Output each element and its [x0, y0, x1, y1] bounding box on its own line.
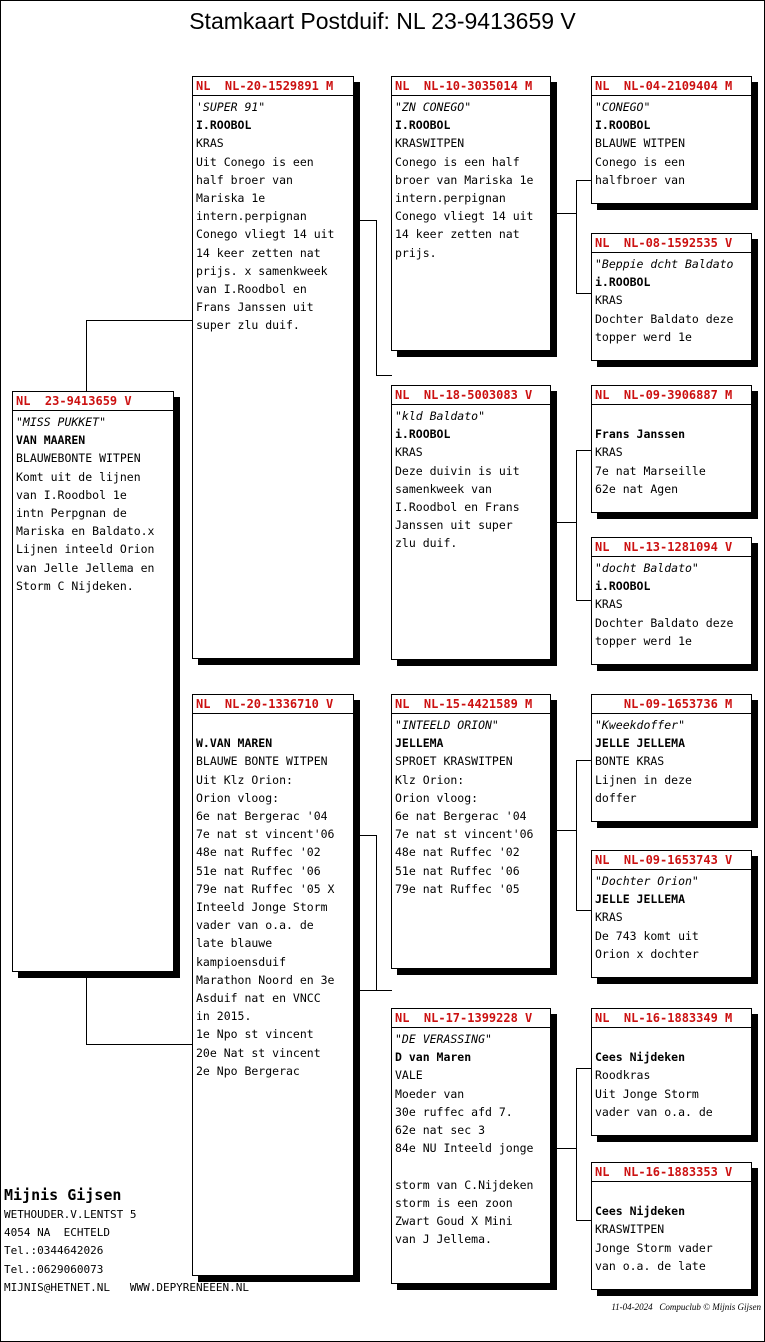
connector-line: [557, 1148, 577, 1149]
card-text-line: JELLE JELLEMA: [595, 736, 686, 751]
card-text-line: KRASWITPEN: [595, 1222, 665, 1237]
card-body: [196, 98, 351, 335]
connector-line: [376, 835, 377, 990]
connector-line: [86, 320, 193, 321]
card-body: [395, 1030, 548, 1248]
owner-city: 4054 NA ECHTELD: [4, 1226, 110, 1240]
card-text-line: 62e nat sec 3: [395, 1123, 486, 1138]
connector-line: [576, 1068, 577, 1220]
card-text-line: W.VAN MAREN: [196, 736, 273, 751]
card-text-line: I.ROOBOL: [395, 118, 451, 133]
owner-address: WETHOUDER.V.LENTST 5: [4, 1208, 137, 1221]
card-body: [595, 255, 749, 346]
owner-phone: Tel.:0344642026: [4, 1244, 104, 1258]
card-text-line: Mariska 1e: [196, 191, 266, 206]
pigeon-card-mmf: [591, 1008, 752, 1136]
card-text-line: BLAUWE WITPEN: [595, 136, 686, 151]
card-body: [395, 98, 548, 262]
footer-credit: 11-04-2024 Compuclub © Mijnis Gijsen: [611, 1302, 761, 1312]
card-text-line: van o.a. de late: [595, 1258, 706, 1273]
ring-number: NL-09-1653736 M: [592, 695, 751, 714]
card-text-line: Conego is een: [595, 154, 686, 169]
card-text-line: Zwart Goud X Mini: [395, 1214, 513, 1229]
card-body: [595, 1030, 749, 1121]
card-text-line: Uit Conego is een: [196, 154, 314, 169]
card-text-line: 51e nat Ruffec '06: [395, 863, 520, 878]
connector-line: [376, 220, 377, 375]
connector-line: [86, 320, 87, 391]
card-text-line: Uit Jonge Storm: [595, 1086, 699, 1101]
pigeon-card-mother-mother: [391, 1008, 551, 1284]
connector-line: [360, 220, 377, 221]
card-text-line: topper werd 1e: [595, 633, 692, 648]
card-body: [395, 407, 548, 553]
card-text-line: late blauwe: [196, 936, 273, 951]
pigeon-name-line: "CONEGO": [595, 100, 651, 114]
card-text-line: in 2015.: [196, 1009, 252, 1024]
card-text-line: 48e nat Ruffec '02: [196, 845, 321, 860]
owner-contact: MIJNIS@HETNET.NL WWW.DEPYRENEEEN.NL: [4, 1280, 250, 1294]
pigeon-card-fmf: [591, 385, 752, 513]
card-text-line: Asduif nat en VNCC: [196, 991, 321, 1006]
connector-line: [576, 180, 577, 293]
pigeon-name-line: "Kweekdoffer": [595, 718, 686, 732]
card-body: [595, 716, 749, 807]
connector-line: [576, 293, 592, 294]
pigeon-name-line: "INTEELD ORION": [395, 718, 499, 732]
card-text-line: prijs. x samenkweek: [196, 263, 328, 278]
card-text-line: doffer: [595, 790, 637, 805]
card-text-line: van J Jellema.: [395, 1232, 492, 1247]
card-text-line: storm is een zoon: [395, 1195, 513, 1210]
ring-number: NL NL-08-1592535 V: [592, 234, 751, 253]
card-text-line: 6e nat Bergerac '04: [395, 809, 527, 824]
card-text-line: intern.perpignan: [395, 191, 506, 206]
ring-number: NL 23-9413659 V: [13, 392, 173, 411]
card-text-line: KRASWITPEN: [395, 136, 465, 151]
card-text-line: 79e nat Ruffec '05 X: [196, 881, 335, 896]
card-text-line: Frans Janssen uit: [196, 300, 314, 315]
card-text-line: 48e nat Ruffec '02: [395, 845, 520, 860]
card-text-line: BONTE KRAS: [595, 754, 665, 769]
card-text-line: Conego vliegt 14 uit: [196, 227, 335, 242]
pigeon-card-fff: [591, 76, 752, 204]
connector-line: [360, 835, 377, 836]
ring-number: NL NL-09-1653743 V: [592, 851, 751, 870]
card-text-line: 20e Nat st vincent: [196, 1045, 321, 1060]
pigeon-name-line: [595, 1184, 749, 1202]
connector-line: [557, 213, 577, 214]
connector-line: [576, 600, 592, 601]
connector-line: [576, 760, 592, 761]
ring-number: NL NL-20-1529891 M: [193, 77, 353, 96]
ring-number: NL NL-20-1336710 V: [193, 695, 353, 714]
card-text-line: 14 keer zetten nat: [395, 227, 520, 242]
card-text-line: half broer van: [196, 172, 293, 187]
card-text-line: super zlu duif.: [196, 318, 300, 333]
ring-number: NL NL-09-3906887 M: [592, 386, 751, 405]
card-text-line: I.ROOBOL: [595, 118, 651, 133]
card-text-line: KRAS: [595, 910, 623, 925]
card-text-line: storm van C.Nijdeken: [395, 1177, 534, 1192]
card-text-line: 51e nat Ruffec '06: [196, 863, 321, 878]
card-text-line: I.Roodbol en Frans: [395, 500, 520, 515]
card-text-line: JELLE JELLEMA: [595, 892, 686, 907]
pigeon-card-main: [12, 391, 174, 972]
pigeon-card-father-father: [391, 76, 551, 351]
card-text-line: Dochter Baldato deze: [595, 311, 734, 326]
card-text-line: broer van Mariska 1e: [395, 172, 534, 187]
pigeon-card-ffm: [591, 233, 752, 361]
pigeon-name-line: "kld Baldato": [395, 409, 486, 423]
card-text-line: BLAUWEBONTE WITPEN: [16, 451, 141, 466]
card-text-line: Deze duivin is uit: [395, 463, 520, 478]
card-text-line: KRAS: [595, 293, 623, 308]
card-text-line: Dochter Baldato deze: [595, 615, 734, 630]
connector-line: [557, 522, 577, 523]
pigeon-name-line: [595, 1030, 749, 1048]
owner-name: Mijnis Gijsen: [4, 1186, 122, 1204]
card-body: [395, 716, 548, 898]
card-text-line: 1e Npo st vincent: [196, 1027, 314, 1042]
card-text-line: BLAUWE BONTE WITPEN: [196, 754, 328, 769]
connector-line: [576, 450, 592, 451]
card-text-line: VAN MAAREN: [16, 433, 86, 448]
card-text-line: 30e ruffec afd 7.: [395, 1104, 513, 1119]
card-text-line: kampioensduif: [196, 954, 287, 969]
card-text-line: Jonge Storm vader: [595, 1240, 713, 1255]
card-text-line: 84e NU Inteeld jonge: [395, 1141, 534, 1156]
card-text-line: i.ROOBOL: [595, 579, 651, 594]
card-body: [595, 98, 749, 189]
ring-number: NL NL-04-2109404 M: [592, 77, 751, 96]
card-text-line: Inteeld Jonge Storm: [196, 900, 328, 915]
card-body: [196, 716, 351, 1080]
pigeon-name-line: "Dochter Orion": [595, 874, 699, 888]
card-text-line: 2e Npo Bergerac: [196, 1063, 300, 1078]
card-text-line: van I.Roodbol 1e: [16, 487, 127, 502]
card-text-line: 62e nat Agen: [595, 481, 679, 496]
connector-line: [576, 1220, 592, 1221]
card-text-line: 14 keer zetten nat: [196, 245, 321, 260]
ring-number: NL NL-18-5003083 V: [392, 386, 550, 405]
owner-block: [4, 1184, 249, 1297]
card-text-line: KRAS: [196, 136, 224, 151]
card-body: [595, 559, 749, 650]
card-text-line: intn Perpgnan de: [16, 506, 127, 521]
card-text-line: 7e nat st vincent'06: [395, 827, 534, 842]
card-body: [16, 413, 171, 595]
card-text-line: Storm C Nijdeken.: [16, 578, 134, 593]
connector-line: [576, 1068, 592, 1069]
card-text-line: [395, 1157, 548, 1175]
card-text-line: Lijnen in deze: [595, 772, 692, 787]
connector-line: [360, 990, 392, 991]
pigeon-card-mmm: [591, 1162, 752, 1290]
card-text-line: 7e nat Marseille: [595, 463, 706, 478]
pigeon-card-father: [192, 76, 354, 659]
card-text-line: Mariska en Baldato.x: [16, 524, 155, 539]
card-text-line: Conego vliegt 14 uit: [395, 209, 534, 224]
card-text-line: zlu duif.: [395, 536, 458, 551]
ring-number: NL NL-16-1883349 M: [592, 1009, 751, 1028]
card-text-line: 7e nat st vincent'06: [196, 827, 335, 842]
card-text-line: KRAS: [595, 445, 623, 460]
card-text-line: vader van o.a. de: [196, 918, 314, 933]
ring-number: NL NL-17-1399228 V: [392, 1009, 550, 1028]
connector-line: [86, 972, 87, 1044]
card-text-line: samenkweek van: [395, 481, 492, 496]
pigeon-card-father-mother: [391, 385, 551, 660]
card-text-line: Orion vloog:: [395, 790, 479, 805]
card-body: [595, 872, 749, 963]
connector-line: [576, 450, 577, 600]
owner-mobile: Tel.:0629060073: [4, 1262, 104, 1276]
card-text-line: Cees Nijdeken: [595, 1204, 686, 1219]
card-text-line: KRAS: [595, 597, 623, 612]
card-body: [595, 407, 749, 498]
card-text-line: van Jelle Jellema en: [16, 560, 155, 575]
card-text-line: halfbroer van: [595, 172, 686, 187]
connector-line: [86, 1044, 193, 1045]
pigeon-card-mother-father: [391, 694, 551, 969]
card-text-line: JELLEMA: [395, 736, 444, 751]
card-text-line: Janssen uit super: [395, 518, 513, 533]
card-text-line: i.ROOBOL: [595, 275, 651, 290]
ring-number: NL NL-15-4421589 M: [392, 695, 550, 714]
card-text-line: Marathon Noord en 3e: [196, 972, 335, 987]
ring-number: NL NL-10-3035014 M: [392, 77, 550, 96]
connector-line: [576, 760, 577, 910]
connector-line: [557, 830, 577, 831]
card-text-line: D van Maren: [395, 1050, 472, 1065]
pigeon-name-line: "MISS PUKKET": [16, 415, 107, 429]
ring-number: NL NL-13-1281094 V: [592, 538, 751, 557]
pigeon-card-mff: [591, 694, 752, 822]
card-text-line: Komt uit de lijnen: [16, 469, 141, 484]
card-text-line: I.ROOBOL: [196, 118, 252, 133]
card-body: [595, 1184, 749, 1275]
card-text-line: 79e nat Ruffec '05: [395, 881, 520, 896]
pigeon-name-line: [196, 716, 351, 734]
card-text-line: Roodkras: [595, 1068, 651, 1083]
card-text-line: van I.Roodbol en: [196, 282, 307, 297]
card-text-line: De 743 komt uit: [595, 928, 699, 943]
page-title: Stamkaart Postduif: NL 23-9413659 V: [189, 8, 576, 34]
pigeon-name-line: "Beppie dcht Baldato: [595, 257, 734, 271]
card-text-line: prijs.: [395, 245, 437, 260]
card-text-line: SPROET KRASWITPEN: [395, 754, 513, 769]
card-text-line: topper werd 1e: [595, 329, 692, 344]
pigeon-name-line: 'SUPER 91": [196, 100, 266, 114]
card-text-line: 6e nat Bergerac '04: [196, 809, 328, 823]
connector-line: [576, 910, 592, 911]
pigeon-name-line: "ZN CONEGO": [395, 100, 472, 114]
card-text-line: intern.perpignan: [196, 209, 307, 224]
card-text-line: Orion x dochter: [595, 946, 699, 961]
pigeon-card-fmm: [591, 537, 752, 665]
card-text-line: Moeder van: [395, 1086, 465, 1101]
pigeon-name-line: "DE VERASSING": [395, 1032, 492, 1046]
card-text-line: Conego is een half: [395, 154, 520, 169]
card-text-line: Cees Nijdeken: [595, 1050, 686, 1065]
card-text-line: Frans Janssen: [595, 427, 686, 442]
card-text-line: KRAS: [395, 445, 423, 460]
connector-line: [576, 180, 592, 181]
card-text-line: VALE: [395, 1068, 423, 1083]
pigeon-name-line: [595, 407, 749, 425]
card-text-line: Orion vloog:: [196, 790, 280, 805]
pigeon-card-mfm: [591, 850, 752, 978]
card-text-line: Uit Klz Orion:: [196, 772, 293, 787]
pigeon-name-line: "docht Baldato": [595, 561, 699, 575]
connector-line: [376, 375, 392, 376]
card-text-line: Klz Orion:: [395, 772, 465, 787]
ring-number: NL NL-16-1883353 V: [592, 1163, 751, 1182]
card-text-line: i.ROOBOL: [395, 427, 451, 442]
card-text-line: Lijnen inteeld Orion: [16, 542, 155, 557]
card-text-line: vader van o.a. de: [595, 1104, 713, 1119]
